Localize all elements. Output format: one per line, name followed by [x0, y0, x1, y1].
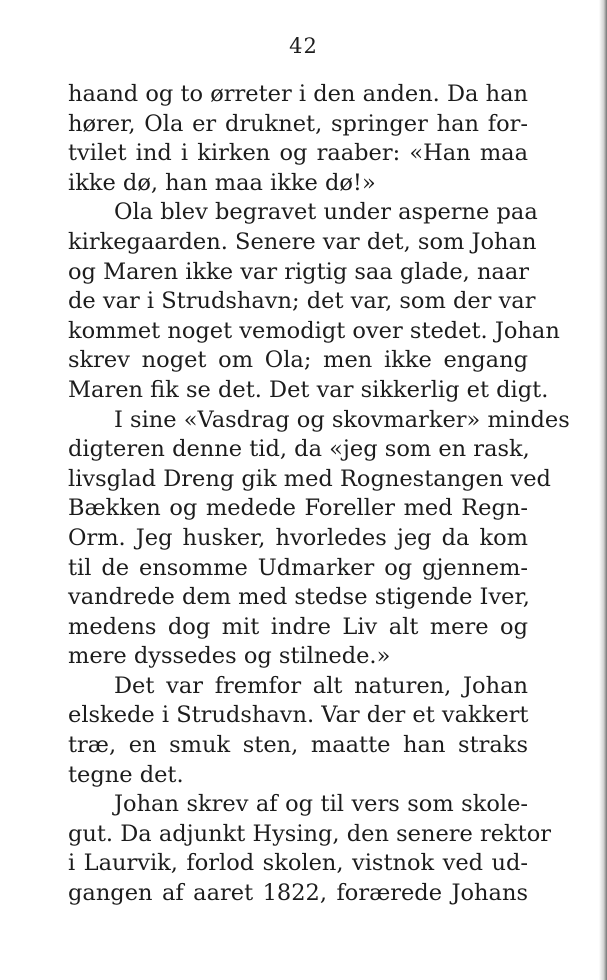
text-line: Det var fremfor alt naturen, Johan	[114, 672, 528, 699]
text-line: mere dyssedes og stilnede.»	[68, 643, 391, 670]
text-line: hører, Ola er druknet, springer han for-	[68, 110, 528, 137]
text-line: ikke dø, han maa ikke dø!»	[68, 169, 376, 196]
text-line: og Maren ikke var rigtig saa glade, naar	[68, 258, 530, 285]
text-line: elskede i Strudshavn. Var der et vakkert	[68, 702, 529, 729]
text-line: gangen af aaret 1822, forærede Johans	[68, 880, 528, 907]
text-line: Maren fik se det. Det var sikkerlig et digt.	[68, 376, 549, 403]
text-line: Orm. Jeg husker, hvorledes jeg da kom	[68, 524, 528, 551]
text-line: livsglad Dreng gik med Rognestangen ved	[68, 465, 551, 492]
text-line: kirkegaarden. Senere var det, som Johan	[68, 228, 537, 255]
text-line: I sine «Vasdrag og skovmarker» mindes	[114, 406, 570, 433]
text-line: til de ensomme Udmarker og gjennem-	[68, 554, 528, 581]
text-line: vandrede dem med stedse stigende Iver,	[68, 584, 530, 611]
text-line: Johan skrev af og til vers som skole-	[114, 791, 528, 818]
text-line: Bækken og medede Foreller med Regn-	[68, 495, 528, 522]
text-line: Ola blev begravet under asperne paa	[114, 199, 538, 226]
text-line: de var i Strudshavn; det var, som der var	[68, 288, 536, 315]
text-line: medens dog mit indre Liv alt mere og	[68, 613, 528, 640]
text-line: kommet noget vemodigt over stedet. Johan	[68, 317, 560, 344]
text-line: tvilet ind i kirken og raaber: «Han maa	[68, 140, 528, 167]
text-line: træ, en smuk sten, maatte han straks	[68, 732, 528, 759]
text-line: skrev noget om Ola; men ikke engang	[68, 347, 528, 374]
body-text	[68, 80, 570, 909]
text-line: haand og to ørreter i den anden. Da han	[68, 81, 528, 107]
text-line: gut. Da adjunkt Hysing, den senere rektor	[68, 820, 552, 847]
page-edge-shadow	[599, 0, 607, 980]
text-line: i Laurvik, forlod skolen, vistnok ved ud-	[68, 850, 528, 877]
text-line: digteren denne tid, da «jeg som en rask,	[68, 436, 530, 463]
text-line: tegne det.	[68, 761, 184, 788]
page-number: 42	[289, 34, 318, 58]
